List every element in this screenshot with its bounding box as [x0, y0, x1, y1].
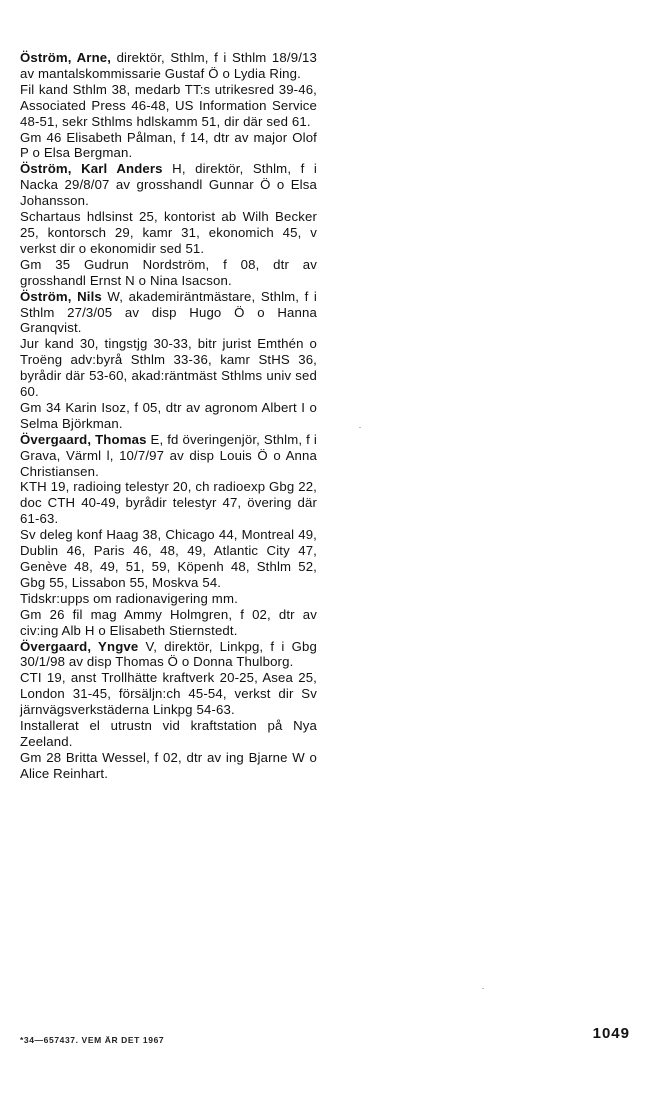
biography-entry	[20, 432, 317, 639]
entry-paragraph: Gm 46 Elisabeth Pålman, f 14, dtr av major Olof P o Elsa Bergman.	[20, 129, 317, 161]
entry-text: H, direktör, Sthlm, f i Nacka 29/8/07 av grosshandl Gunnar Ö o Elsa Johansson.	[20, 161, 317, 209]
entry-paragraph: Gm 26 fil mag Ammy Holmgren, f 02, dtr av civ:ing Alb H o Elisabeth Stiernstedt.	[20, 606, 317, 638]
biography-entry	[20, 161, 317, 288]
entry-paragraph: Installerat el utrustn vid kraftstation på Nya Zeeland.	[20, 718, 317, 749]
print-code: *34—657437. VEM ÄR DET 1967	[20, 1035, 165, 1045]
page-number: 1049	[592, 1025, 630, 1042]
entry-paragraph: Gm 28 Britta Wessel, f 02, dtr av ing Bjarne W o Alice Reinhart.	[20, 749, 317, 781]
entry-paragraph: Sv deleg konf Haag 38, Chicago 44, Montreal 49, Dublin 46, Paris 46, 48, 49, Atlantic City 47, Genève 48, 49, 51, 59, Köpenh 48, Sthlm 52, Gbg 55, Lissabon 55, Moskva 54.	[20, 527, 317, 590]
entry-paragraph: Tidskr:upps om radionavigering mm.	[20, 590, 238, 606]
entry-heading-paragraph	[20, 50, 317, 82]
entry-text: W, akademiräntmästare, Sthlm, f i Sthlm 27/3/05 av disp Hugo Ö o Hanna Granqvist.	[20, 288, 317, 336]
scan-speck	[359, 427, 361, 428]
entry-paragraph: Jur kand 30, tingstjg 30-33, bitr jurist Emthén o Troëng adv:byrå Sthlm 33-36, kamr StHS 36, byrådir där 53-60, akad:räntmäst Sthlms univ sed 60.	[20, 336, 317, 400]
person-name: Övergaard, Thomas	[20, 431, 147, 447]
entry-paragraph: CTI 19, anst Trollhätte kraftverk 20-25, Asea 25, London 31-45, försäljn:ch 45-54, verkst dir Sv järnvägsverkstäderna Linkpg 54-63.	[20, 670, 317, 718]
person-name: Övergaard, Yngve	[20, 638, 139, 654]
entry-paragraph: Gm 35 Gudrun Nordström, f 08, dtr av grosshandl Ernst N o Nina Isacson.	[20, 256, 317, 288]
entry-text: V, direktör, Linkpg, f i Gbg 30/1/98 av disp Thomas Ö o Donna Thulborg.	[20, 638, 317, 670]
person-name: Öström, Nils	[20, 288, 102, 304]
entry-heading-paragraph	[20, 639, 317, 671]
entry-paragraph: Fil kand Sthlm 38, medarb TT:s utrikesred 39-46, Associated Press 46-48, US Information Service 48-51, sekr Sthlms hdlskamm 51, dir där sed 61.	[20, 81, 317, 129]
entry-heading-paragraph	[20, 161, 317, 209]
person-name: Öström, Karl Anders	[20, 161, 163, 177]
entry-heading-paragraph	[20, 432, 317, 480]
entry-text: E, fd överingenjör, Sthlm, f i Grava, Värml l, 10/7/97 av disp Louis Ö o Anna Christiansen.	[20, 431, 317, 479]
biography-entry	[20, 639, 317, 782]
person-name: Öström, Arne,	[20, 50, 112, 65]
scan-speck	[482, 988, 484, 989]
entry-paragraph: KTH 19, radioing telestyr 20, ch radioexp Gbg 22, doc CTH 40-49, byrådir telestyr 47, övering där 61-63.	[20, 479, 317, 527]
entry-heading-paragraph	[20, 289, 317, 337]
biography-column	[20, 50, 317, 782]
biography-entry	[20, 50, 317, 161]
entry-paragraph: Schartaus hdlsinst 25, kontorist ab Wilh Becker 25, kontorsch 29, kamr 31, ekonomich 45, v verkst dir o ekonomidir sed 51.	[20, 209, 317, 256]
entry-paragraph: Gm 34 Karin Isoz, f 05, dtr av agronom Albert I o Selma Björkman.	[20, 399, 317, 431]
entry-text: direktör, Sthlm, f i Sthlm 18/9/13 av mantalskommissarie Gustaf Ö o Lydia Ring.	[20, 50, 317, 81]
biography-entry	[20, 289, 317, 432]
